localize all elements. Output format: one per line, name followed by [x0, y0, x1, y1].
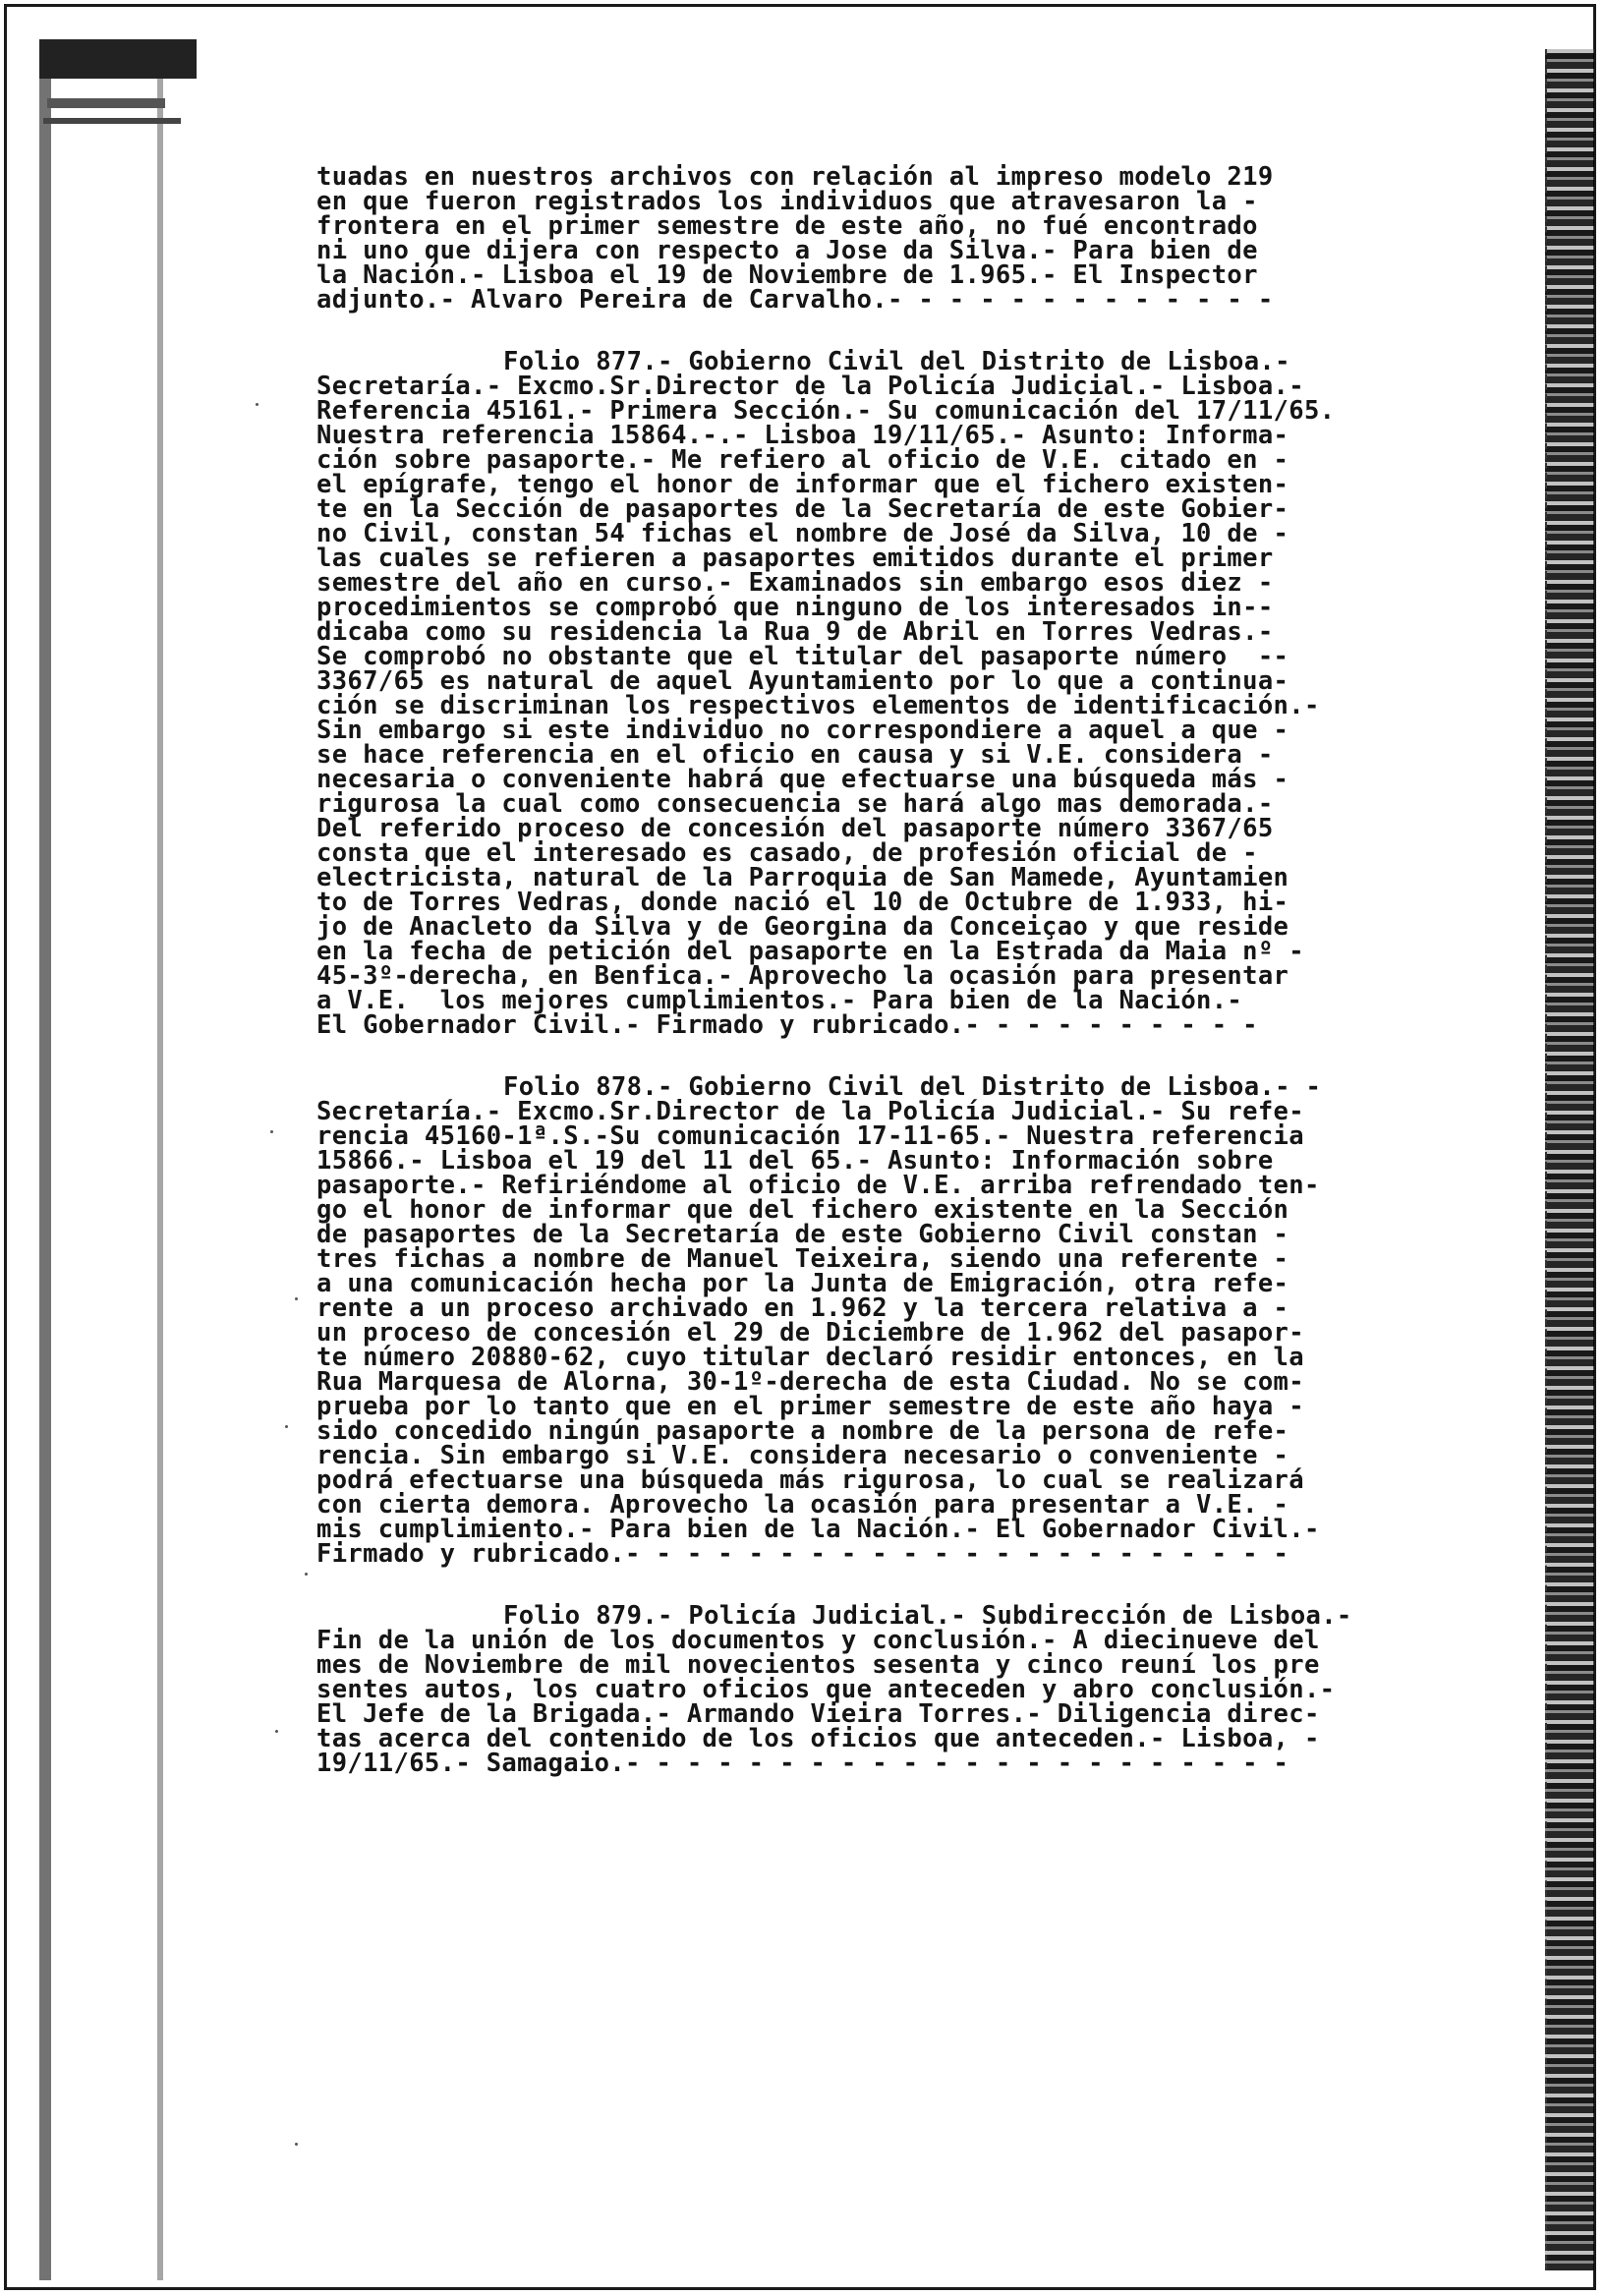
text-line: el epígrafe, tengo el honor de informar que el fichero existen-	[316, 470, 1289, 499]
text-line: necesaria o conveniente habrá que efectuarse una búsqueda más -	[316, 765, 1289, 794]
text-line: mes de Noviembre de mil novecientos sesenta y cinco reuní los pre	[316, 1650, 1320, 1680]
text-line: Referencia 45161.- Primera Sección.- Su comunicación del 17/11/65.	[316, 396, 1336, 426]
text-line: sentes autos, los cuatro oficios que anteceden y abro conclusión.-	[316, 1675, 1336, 1704]
text-line: te en la Sección de pasaportes de la Secretaría de este Gobier-	[316, 494, 1289, 524]
text-line: electricista, natural de la Parroquia de San Mamede, Ayuntamien	[316, 863, 1289, 892]
text-line: a V.E. los mejores cumplimientos.- Para bien de la Nación.-	[316, 986, 1243, 1015]
folio-heading: Folio 878.- Gobierno Civil del Distrito de Lisboa.- -	[503, 1072, 1322, 1102]
text-line: rigurosa la cual como consecuencia se hará algo mas demorada.-	[316, 789, 1274, 819]
text-line: 19/11/65.- Samagaio.- - - - - - - - - - - - - - - - - - - - - -	[316, 1749, 1289, 1778]
text-line: El Jefe de la Brigada.- Armando Vieira Torres.- Diligencia direc-	[316, 1699, 1320, 1729]
text-line: ción sobre pasaporte.- Me refiero al oficio de V.E. citado en -	[316, 445, 1289, 475]
text-line: El Gobernador Civil.- Firmado y rubricado.- - - - - - - - - -	[316, 1010, 1258, 1040]
text-line: Secretaría.- Excmo.Sr.Director de la Policía Judicial.- Lisboa.-	[316, 372, 1304, 401]
folio-heading: Folio 877.- Gobierno Civil del Distrito de Lisboa.-	[503, 347, 1290, 376]
text-line: rente a un proceso archivado en 1.962 y la tercera relativa a -	[316, 1293, 1289, 1323]
text-line: te número 20880-62, cuyo titular declaró residir entonces, en la	[316, 1343, 1304, 1372]
text-line: rencia. Sin embargo si V.E. considera necesario o conveniente -	[316, 1441, 1289, 1470]
text-line: sido concedido ningún pasaporte a nombre de la persona de refe-	[316, 1416, 1289, 1446]
text-line: en la fecha de petición del pasaporte en la Estrada da Maia nº -	[316, 937, 1304, 966]
text-line: con cierta demora. Aprovecho la ocasión para presentar a V.E. -	[316, 1490, 1289, 1520]
text-line: Rua Marquesa de Alorna, 30-1º-derecha de esta Ciudad. No se com-	[316, 1367, 1304, 1397]
text-line: Fin de la unión de los documentos y conclusión.- A diecinueve del	[316, 1626, 1320, 1655]
text-line: jo de Anacleto da Silva y de Georgina da Conceiçao y que reside	[316, 912, 1289, 942]
paragraph-folio-879	[316, 1601, 1533, 1778]
paragraph-gap	[316, 1038, 1533, 1075]
text-line: Se comprobó no obstante que el titular del pasaporte número --	[316, 642, 1289, 671]
paragraph-folio-877	[316, 347, 1533, 1040]
paragraph-gap	[316, 1567, 1533, 1604]
text-line: dicaba como su residencia la Rua 9 de Abril en Torres Vedras.-	[316, 617, 1274, 647]
text-line: Sin embargo si este individuo no correspondiere a aquel a que -	[316, 716, 1289, 745]
text-line: to de Torres Vedras, donde nació el 10 de Octubre de 1.933, hi-	[316, 888, 1289, 917]
text-line: Del referido proceso de concesión del pasaporte número 3367/65	[316, 814, 1274, 843]
text-line: mis cumplimiento.- Para bien de la Nación.- El Gobernador Civil.-	[316, 1515, 1320, 1544]
text-line: no Civil, constan 54 fichas el nombre de José da Silva, 10 de -	[316, 519, 1289, 548]
scan-right-edge	[1545, 49, 1594, 2270]
text-line: semestre del año en curso.- Examinados sin embargo esos diez -	[316, 568, 1274, 598]
text-line: a una comunicación hecha por la Junta de Emigración, otra refe-	[316, 1269, 1289, 1298]
folio-heading: Folio 879.- Policía Judicial.- Subdirección de Lisboa.-	[503, 1601, 1352, 1631]
document-body	[316, 162, 1533, 1778]
text-line: ni uno que dijera con respecto a Jose da Silva.- Para bien de	[316, 236, 1258, 265]
text-line: adjunto.- Alvaro Pereira de Carvalho.- - - - - - - - - - - - -	[316, 285, 1274, 315]
paragraph-folio-878	[316, 1072, 1533, 1569]
text-line: Firmado y rubricado.- - - - - - - - - - - - - - - - - - - - - -	[316, 1539, 1289, 1569]
text-line: rencia 45160-1ª.S.-Su comunicación 17-11-65.- Nuestra referencia	[316, 1121, 1304, 1151]
text-line: procedimientos se comprobó que ninguno de los interesados in--	[316, 593, 1274, 622]
paragraph-gap	[316, 313, 1533, 350]
text-line: en que fueron registrados los individuos que atravesaron la -	[316, 187, 1258, 216]
text-line: Secretaría.- Excmo.Sr.Director de la Policía Judicial.- Su refe-	[316, 1097, 1304, 1126]
text-line: tuadas en nuestros archivos con relación al impreso modelo 219	[316, 162, 1274, 192]
text-line: se hace referencia en el oficio en causa y si V.E. considera -	[316, 740, 1274, 770]
text-line: las cuales se refieren a pasaportes emitidos durante el primer	[316, 544, 1274, 573]
text-line: Nuestra referencia 15864.-.- Lisboa 19/11/65.- Asunto: Informa-	[316, 421, 1289, 450]
text-line: 3367/65 es natural de aquel Ayuntamiento por lo que a continua-	[316, 666, 1289, 696]
text-line: go el honor de informar que del fichero existente en la Sección	[316, 1195, 1289, 1225]
text-line: 45-3º-derecha, en Benfica.- Aprovecho la ocasión para presentar	[316, 961, 1289, 991]
paragraph-opening	[316, 162, 1533, 315]
text-line: tas acerca del contenido de los oficios que anteceden.- Lisboa, -	[316, 1724, 1320, 1753]
text-line: ción se discriminan los respectivos elementos de identificación.-	[316, 691, 1320, 720]
text-line: podrá efectuarse una búsqueda más rigurosa, lo cual se realizará	[316, 1465, 1304, 1495]
text-line: consta que el interesado es casado, de profesión oficial de -	[316, 838, 1258, 868]
text-line: prueba por lo tanto que en el primer semestre de este año haya -	[316, 1392, 1304, 1421]
scan-binding-edge	[39, 39, 206, 2280]
text-line: pasaporte.- Refiriéndome al oficio de V.E. arriba refrendado ten-	[316, 1171, 1320, 1200]
text-line: la Nación.- Lisboa el 19 de Noviembre de 1.965.- El Inspector	[316, 260, 1258, 290]
text-line: 15866.- Lisboa el 19 del 11 del 65.- Asunto: Información sobre	[316, 1146, 1274, 1176]
text-line: tres fichas a nombre de Manuel Teixeira, siendo una referente -	[316, 1244, 1289, 1274]
text-line: de pasaportes de la Secretaría de este Gobierno Civil constan -	[316, 1220, 1289, 1249]
text-line: frontera en el primer semestre de este año, no fué encontrado	[316, 211, 1258, 241]
text-line: un proceso de concesión el 29 de Diciembre de 1.962 del pasapor-	[316, 1318, 1304, 1348]
